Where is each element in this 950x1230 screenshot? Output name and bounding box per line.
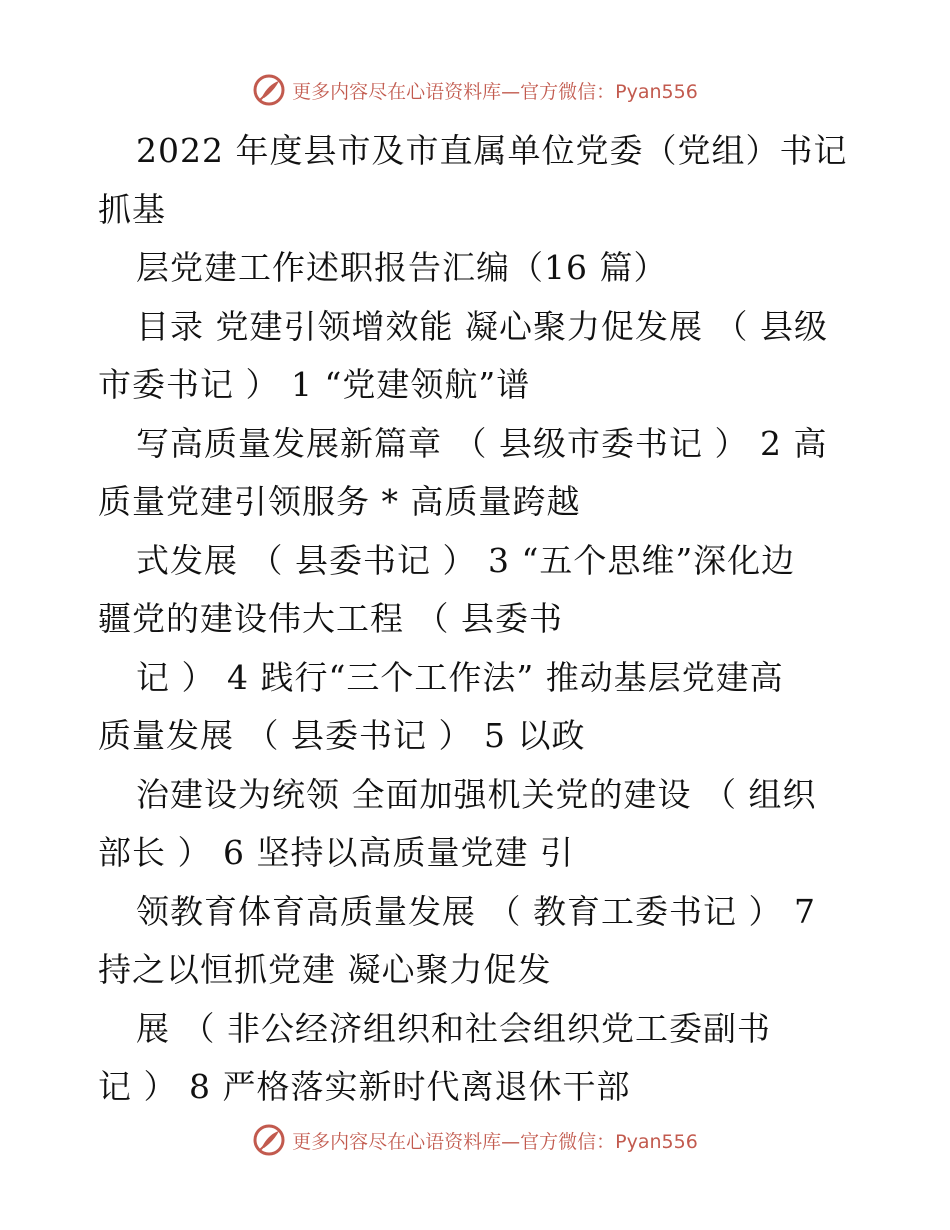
text-line: 持之以恒抓党建 凝心聚力促发 [98, 950, 552, 989]
text-line: 写高质量发展新篇章 （ 县级市委书记 ） 2 高 [136, 423, 828, 463]
text-line: 2022 年度县市及市直属单位党委（党组）书记 [136, 131, 848, 170]
quill-logo-icon [252, 1123, 286, 1157]
watermark-text: 更多内容尽在心语资料库—官方微信：Pyan556 [292, 1130, 698, 1153]
text-line: 记 ） 4 践行“三个工作法” 推动基层党建高 [136, 657, 784, 697]
document-body [98, 122, 858, 1117]
text-line: 市委书记 ） 1 “党建领航”谱 [98, 365, 531, 404]
text-line: 式发展 （ 县委书记 ） 3 “五个思维”深化边 [136, 540, 796, 580]
watermark-text: 更多内容尽在心语资料库—官方微信：Pyan556 [292, 80, 698, 103]
footer-watermark [0, 1120, 950, 1160]
text-line: 展 （ 非公经济组织和社会组织党工委副书 [136, 1008, 771, 1048]
text-line: 质量党建引领服务 * 高质量跨越 [98, 482, 581, 521]
quill-logo-icon [252, 73, 286, 107]
text-line: 质量发展 （ 县委书记 ） 5 以政 [98, 716, 586, 755]
text-line: 抓基 [98, 189, 166, 229]
text-line: 领教育体育高质量发展 （ 教育工委书记 ） 7 [136, 891, 816, 931]
text-line: 层党建工作述职报告汇编（16 篇） [136, 248, 668, 287]
text-line: 记 ） 8 严格落实新时代离退休干部 [98, 1067, 631, 1106]
text-line: 治建设为统领 全面加强机关党的建设 （ 组织 [136, 774, 817, 814]
text-line: 疆党的建设伟大工程 （ 县委书 [98, 599, 563, 638]
text-line: 部长 ） 6 坚持以高质量党建 引 [98, 833, 574, 872]
text-line: 目录 党建引领增效能 凝心聚力促发展 （ 县级 [136, 306, 828, 346]
header-watermark [0, 70, 950, 110]
